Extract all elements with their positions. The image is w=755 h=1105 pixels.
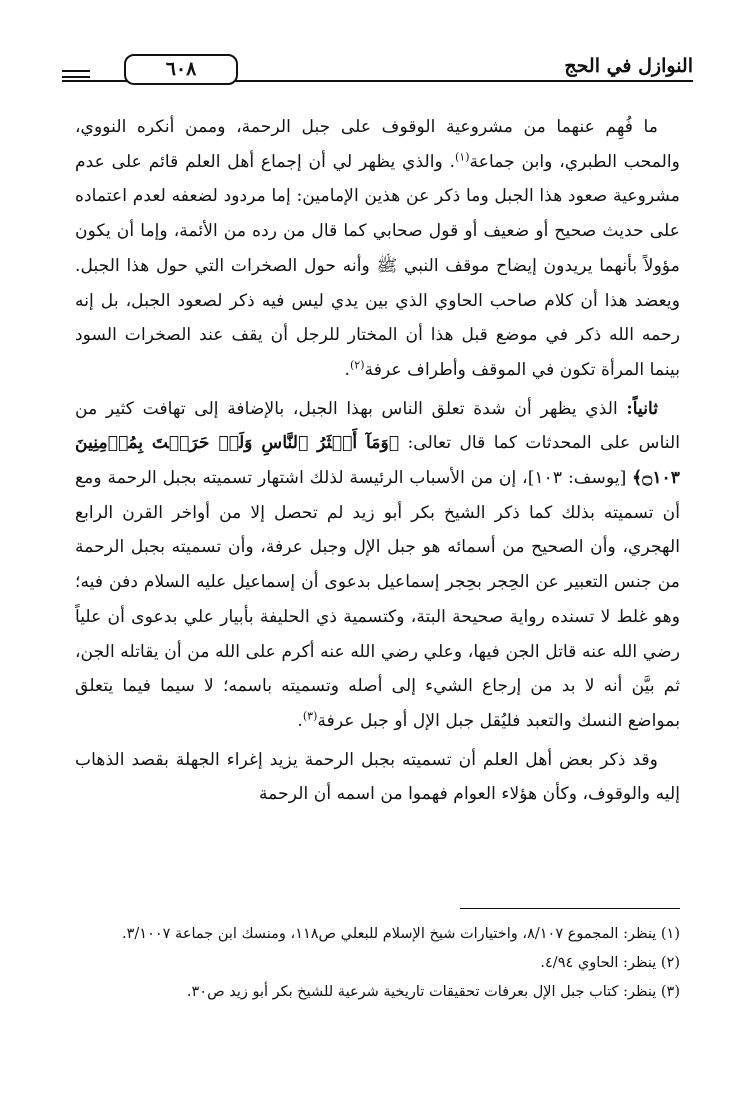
paragraph: [75, 110, 680, 388]
paragraph-text: . والذي يظهر لي أن إجماع أهل العلم قائم على عدم مشروعية صعود هذا الجبل وما ذكر عن هذين الإمامين: إما مردود لضعفه لعدم اعتماده على حديث صحيح أو ضعيف أو قول صحابي كما قال من رده من الأئمة، وإما أن يكون مؤولاً بأنهما يريدون إيضاح موقف النبي ﷺ وأنه حول الصخرات التي حول هذا الجبل. ويعضد هذا أن كلام صاحب الحاوي الذي بين يدي ليس فيه ذكر لصعود الجبل، بل إنه رحمه الله ذكر في موضع قبل هذا أن المختار للرجل أن يقف عند الصخرات السود بينما المرأة تكون في الموقف وأطراف عرفة: [75, 151, 680, 380]
footnote: (٢) ينظر: الحاوي ٤/٩٤.: [540, 955, 680, 971]
paragraph-text: الذي يظهر أن شدة تعلق الناس بهذا الجبل، بالإضافة إلى تهافت كثير من الناس على المحدثات كما قال تعالى:: [75, 398, 681, 454]
paragraph-text: [يوسف: ١٠٣]، إن من الأسباب الرئيسة لذلك اشتهار تسميته بجبل الرحمة ومع أن تسميته بذلك كما ذكر الشيخ بكر أبو زيد لم تحصل إلا من أواخر القرن الرابع الهجري، وأن الصحيح من أسمائه هو جبل الإل وجبل عرفة، وأن تسميته بجبل الرحمة من جنس التعبير عن الحِجر بحِجر إسماعيل بدعوى أن إسماعيل عليه السلام دفن فيه؛ وهو غلط لا تسنده رواية صحيحة البتة، وكتسمية ذي الحليفة بأبيار علي بدعوى أن علياً رضي الله عنه قاتل الجن فيها، وعلي رضي الله عنه أكرم على الله من أن يقاتله الجن، ثم بيَّن أنه لا بد من إرجاع الشيء إلى أصله وتسميته باسمه؛ لا سيما فيما يتعلق بمواضع النسك والتعبد فليُقل جبل الإل أو جبل عرفة: [75, 468, 680, 731]
page-number: ٦٠٨: [124, 54, 238, 85]
footnote-reference: (٣): [302, 709, 318, 723]
footnote-separator: [460, 908, 680, 909]
paragraph-lead: ثانياً:: [626, 398, 658, 419]
body-text: [75, 110, 680, 812]
footnotes: [75, 920, 680, 1007]
footnote-reference: (٢): [350, 358, 365, 372]
paragraph-text: ما فُهِم عنهما من مشروعية الوقوف على جبل الرحمة، وممن أنكره النووي، والمحب الطبري، وابن جماعة: [75, 117, 680, 172]
footnote: (١) ينظر: المجموع ٨/١٠٧، واختيارات شيخ الإسلام للبعلي ص١١٨، ومنسك ابن جماعة ٣/١٠٠٧.: [122, 926, 680, 942]
paragraph-text: .: [297, 710, 303, 731]
running-title: النوازل في الحج: [564, 55, 693, 77]
paragraph: [75, 392, 680, 739]
header-rule-ornament: [62, 70, 90, 72]
header-rule-ornament: [62, 76, 90, 78]
footnote-reference: (١): [455, 149, 470, 163]
page-header: [62, 52, 693, 92]
paragraph-text: .: [344, 359, 350, 380]
quran-verse: ﴿وَمَآ أَكۡثَرُ ٱلنَّاسِ وَلَوۡ حَرَصۡتَ بِمُؤۡمِنِينَ ۝١٠٣﴾: [75, 433, 681, 489]
footnote: (٣) ينظر: كتاب جبل الإل بعرفات تحقيقات تاريخية شرعية للشيخ بكر أبو زيد ص٣٠.: [186, 984, 680, 1000]
paragraph: وقد ذكر بعض أهل العلم أن تسميته بجبل الرحمة يزيد إغراء الجهلة بقصد الذهاب إليه والوقوف، وكأن هؤلاء العوام فهموا من اسمه أن الرحمة: [75, 749, 680, 805]
